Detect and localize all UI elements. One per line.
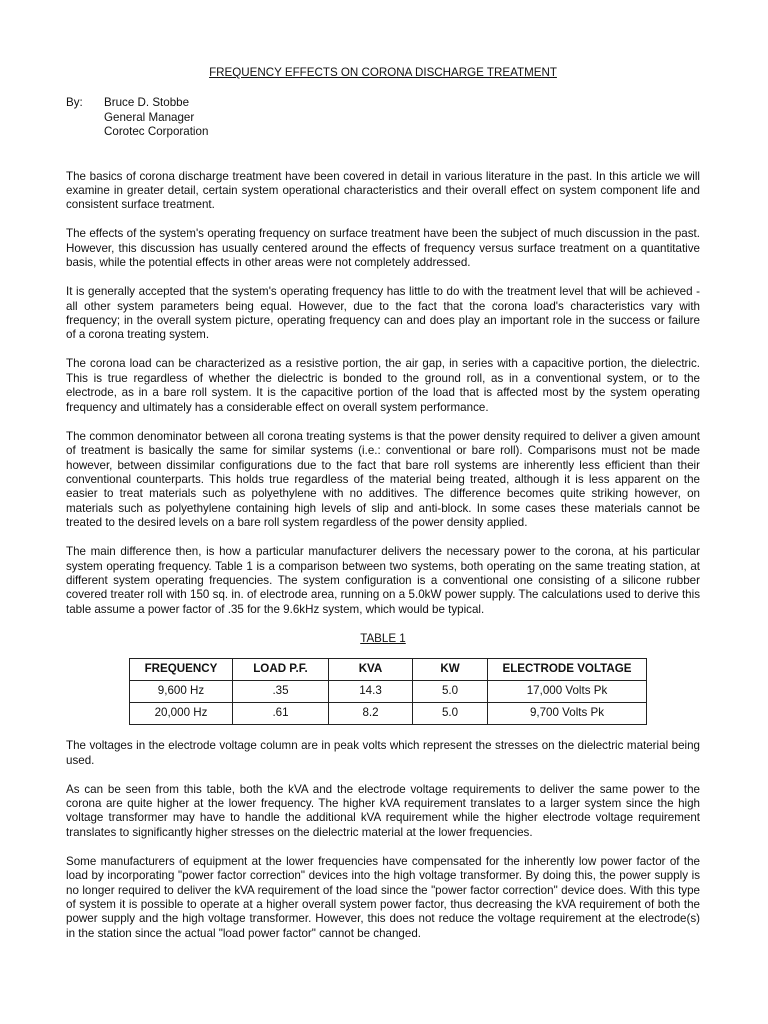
table-header-cell: KW [413,659,488,681]
frequency-comparison-table [129,658,647,725]
table-header-cell: ELECTRODE VOLTAGE [488,659,647,681]
author-role: General Manager [104,110,195,124]
paragraph: The main difference then, is how a particular manufacturer delivers the necessary power to the corona, at his particular system operating frequency. Table 1 is a comparison between two systems, both operating on the same treating station, at different system operating frequencies. The system configuration is a conventional one consisting of a silicone rubber covered treater roll with 150 sq. in. of electrode area, running on a 5.0kW power supply. The calculations used to derive this table assume a power factor of .35 for the 9.6kHz system, which would be typical. [66,545,700,616]
table-cell: 8.2 [329,703,413,725]
table-cell: .35 [233,681,329,703]
table-cell: 20,000 Hz [130,703,233,725]
table-header-row [130,659,647,681]
paragraph: The corona load can be characterized as a resistive portion, the air gap, in series with a capacitive portion, the dielectric. This is true regardless of whether the dielectric is bonded to the ground roll, as in a conventional system, or to the electrode, as in a bare roll system. It is the capacitive portion of the load that is affected most by the system operating frequency and ultimately has a considerable effect on overall system performance. [66,357,700,414]
table-row [130,681,647,703]
table-cell: 17,000 Volts Pk [488,681,647,703]
table-header-cell: LOAD P.F. [233,659,329,681]
table-cell: 5.0 [413,703,488,725]
paragraph: As can be seen from this table, both the kVA and the electrode voltage requirements to deliver the same power to the corona are quite higher at the lower frequency. The higher kVA requirement translates to a larger system since the high voltage transformer may have to handle the additional kVA requirement while the higher electrode voltage requirement translates to significantly higher stresses on the dielectric material at the lower frequencies. [66,782,700,839]
table-header-cell: KVA [329,659,413,681]
table-cell: 14.3 [329,681,413,703]
paragraph: The voltages in the electrode voltage column are in peak volts which represent the stresses on the dielectric material being used. [66,739,700,767]
table-header-cell: FREQUENCY [130,659,233,681]
byline-label: By: [66,96,83,110]
table-cell: 5.0 [413,681,488,703]
table-title: TABLE 1 [360,631,406,645]
table-cell: 9,700 Volts Pk [488,703,647,725]
byline-details [104,96,208,139]
paragraph: The basics of corona discharge treatment have been covered in detail in various literature in the past. In this article we will examine in greater detail, certain system operational characteristics and their overall effect on system component life and consistent surface treatment. [66,169,700,212]
byline [66,96,700,139]
paragraph: The common denominator between all corona treating systems is that the power density required to deliver a given amount of treatment is basically the same for similar systems (i.e.: conventional or bare roll). Comparisons must not be made however, between dissimilar configurations due to the fact that bare roll systems are inherently less efficient than their conventional counterparts. This holds true regardless of the material being treated, although it is less apparent on the easier to treat materials such as polyethylene with no additives. The difference becomes quite striking however, on materials such as polyethylene containing high levels of slip and anti-block. In some cases these materials cannot be treated to the desired levels on a bare roll system regardless of the power density applied. [66,429,700,530]
table-cell: 9,600 Hz [130,681,233,703]
paragraph: The effects of the system's operating frequency on surface treatment have been the subject of much discussion in the past. However, this discussion has usually centered around the effects of frequency versus surface treatment on a quantitative basis, while the potential effects in other areas were not completely addressed. [66,227,700,270]
paragraph: Some manufacturers of equipment at the lower frequencies have compensated for the inherently low power factor of the load by incorporating "power factor correction" devices into the high voltage transformer. By doing this, the power supply is no longer required to deliver the kVA requirement of the load since the "power factor correction" device does. With this type of system it is possible to operate at a higher overall system power factor, thus decreasing the kVA requirement of both the power supply and the high voltage transformer. However, this does not reduce the voltage requirement at the electrode(s) in the station since the actual "load power factor" cannot be changed. [66,854,700,940]
table-cell: .61 [233,703,329,725]
document-page [66,58,700,956]
author-name: Bruce D. Stobbe [104,96,190,110]
author-company: Corotec Corporation [104,125,209,139]
paragraph: It is generally accepted that the system's operating frequency has little to do with the treatment level that will be achieved - all other system parameters being equal. However, due to the fact that the corona load's characteristics vary with frequency; in the overall system picture, operating frequency can and does play an important role in the success or failure of a corona treating system. [66,285,700,342]
document-title: FREQUENCY EFFECTS ON CORONA DISCHARGE TREATMENT [209,66,557,79]
table-row [130,703,647,725]
